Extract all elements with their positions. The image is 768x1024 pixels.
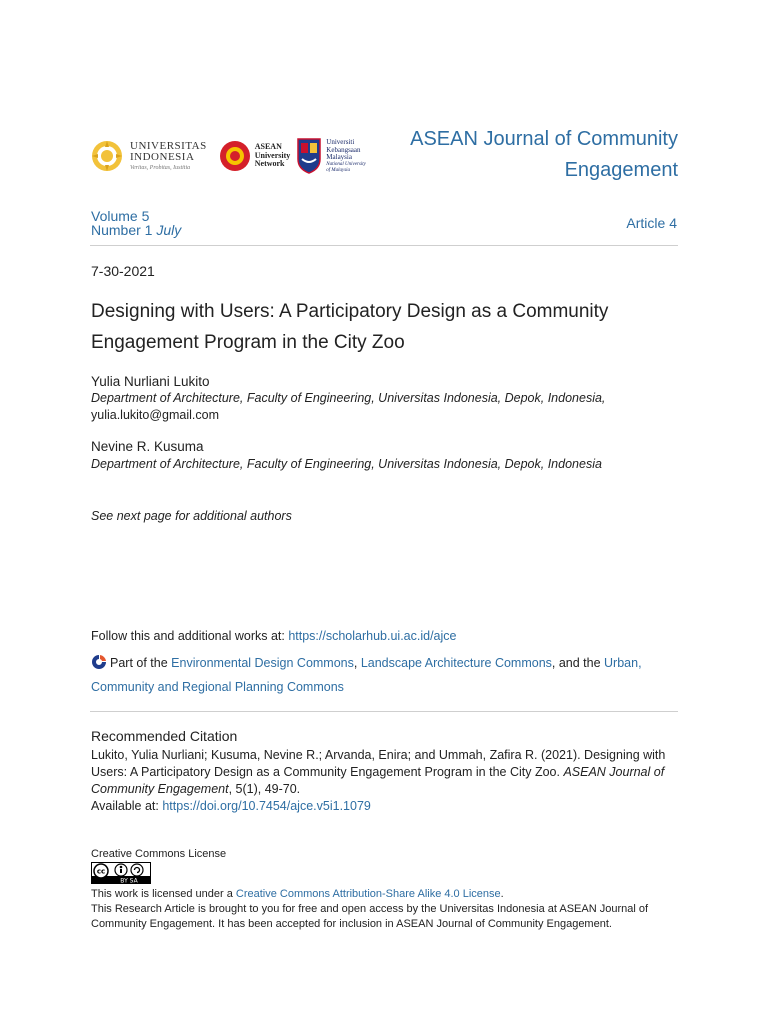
svg-text:cc: cc <box>96 867 106 876</box>
issue-info <box>91 209 181 237</box>
ui-logo-line2: INDONESIA <box>130 151 195 163</box>
citation-journal: ASEAN Journal of Community Engagement <box>91 765 665 796</box>
ukm-logo-line1: Universiti <box>326 137 355 146</box>
open-access-statement: This Research Article is brought to you for free and open access by the Universitas Indonesia at ASEAN Journal of Community Engagement. It has been accepted for inclusion in ASEAN Journal of Community Engagement. <box>91 903 649 930</box>
follow-text: Follow this and additional works at: <box>91 629 289 643</box>
license-suffix: . <box>500 888 504 900</box>
cc-badge-text: BY SA <box>120 877 138 884</box>
author-affiliation: Department of Architecture, Faculty of Engineering, Universitas Indonesia, Depok, Indonesia <box>91 457 602 471</box>
part-of-separator: , <box>353 656 361 670</box>
urban-planning-commons-link[interactable]: Urban, Community and Regional Planning Commons <box>91 656 642 694</box>
ukm-logo <box>296 137 366 175</box>
citation-text <box>91 747 681 815</box>
divider <box>90 711 678 712</box>
cc-license-label: Creative Commons License <box>91 848 227 860</box>
aun-logo-line1: ASEAN <box>254 142 282 152</box>
publisher-logos <box>90 128 366 184</box>
aun-logo <box>219 140 291 172</box>
part-of-and: , and the <box>551 656 605 670</box>
see-next-page-note: See next page for additional authors <box>91 509 292 523</box>
ui-logo-line1: UNIVERSITAS <box>130 140 207 152</box>
aun-logo-line3: Network <box>254 159 285 169</box>
available-at-label: Available at: <box>91 799 163 813</box>
part-of-prefix: Part of the <box>110 656 172 670</box>
follow-line <box>91 629 456 643</box>
license-text <box>91 887 681 932</box>
cc-by-sa-icon <box>91 862 151 884</box>
author-email: yulia.lukito@gmail.com <box>91 408 220 422</box>
recommended-citation-heading: Recommended Citation <box>91 728 238 744</box>
author-name: Nevine R. Kusuma <box>91 439 204 454</box>
author-affiliation: Department of Architecture, Faculty of Engineering, Universitas Indonesia, Depok, Indonesia, <box>91 391 606 405</box>
license-prefix: This work is licensed under a <box>91 888 236 900</box>
ukm-logo-sub1: National University <box>326 162 366 168</box>
ui-logo-motto: Veritas, Probitas, Iustitia <box>130 165 191 171</box>
universitas-indonesia-logo <box>90 139 207 173</box>
cc-by-sa-badge[interactable] <box>91 862 151 889</box>
citation-volume: , 5(1), 49-70. <box>228 782 301 796</box>
citation-body: Lukito, Yulia Nurliani; Kusuma, Nevine R.; Arvanda, Enira; and Ummah, Zafira R. (2021). Designing with Users: A Participatory Design as a Community Engagement Program in the City Zoo. <box>91 748 666 779</box>
ukm-logo-line3: Malaysia <box>326 153 352 162</box>
issue-month: July <box>156 222 182 238</box>
number-link[interactable] <box>91 222 181 238</box>
follow-link[interactable]: https://scholarhub.ui.ac.id/ajce <box>288 629 457 643</box>
part-of-commons <box>91 653 681 698</box>
makara-emblem-icon <box>90 139 124 173</box>
cc-license-link[interactable]: Creative Commons Attribution-Share Alike 4.0 License <box>235 888 501 900</box>
author-name: Yulia Nurliani Lukito <box>91 374 210 389</box>
article-title: Designing with Users: A Participatory Design as a Community Engagement Program in the City Zoo <box>91 301 609 353</box>
journal-title-link[interactable]: ASEAN Journal of Community Engagement <box>410 128 678 181</box>
publication-date: 7-30-2021 <box>91 263 155 279</box>
landscape-architecture-commons-link[interactable]: Landscape Architecture Commons <box>360 656 552 670</box>
environmental-design-commons-link[interactable]: Environmental Design Commons <box>171 656 354 670</box>
volume-link[interactable]: Volume 5 <box>91 208 150 224</box>
bepress-commons-icon <box>91 654 107 677</box>
ukm-crest-icon <box>296 137 322 175</box>
aun-logo-line2: University <box>254 150 291 160</box>
article-link[interactable]: Article 4 <box>626 215 677 231</box>
doi-link[interactable]: https://doi.org/10.7454/ajce.v5i1.1079 <box>162 799 371 813</box>
number-label: Number 1 <box>91 222 153 238</box>
divider <box>90 245 678 246</box>
ukm-logo-sub2: of Malaysia <box>326 167 351 173</box>
ukm-logo-line2: Kebangsaan <box>326 145 361 154</box>
aun-emblem-icon <box>219 140 251 172</box>
